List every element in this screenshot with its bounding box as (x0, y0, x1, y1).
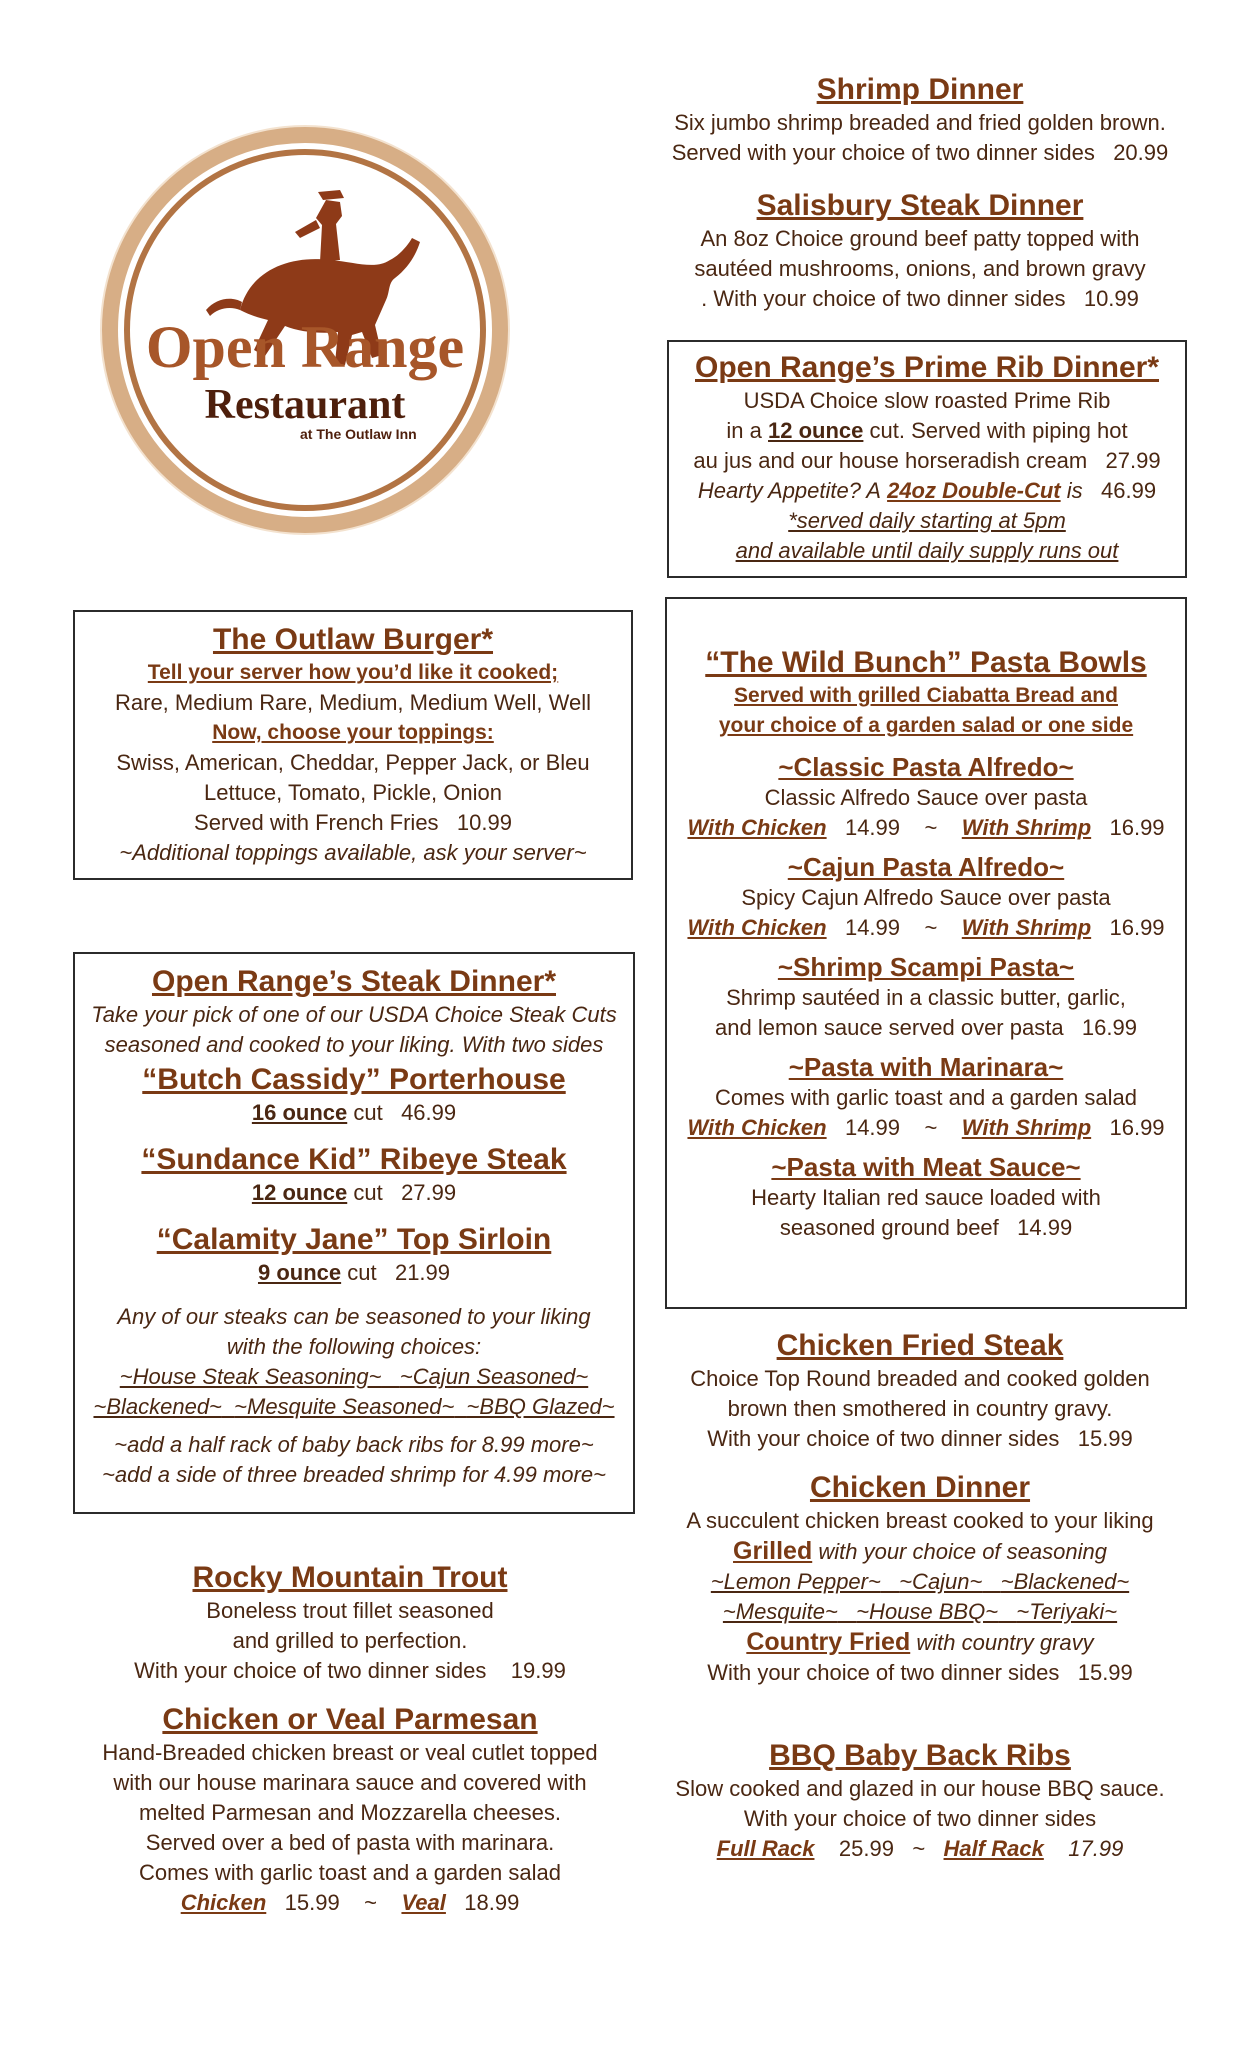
seasoning-option: ~Blackened~ (1000, 1569, 1130, 1594)
item-price: 17.99 (1068, 1836, 1124, 1861)
seasoning-option: ~Lemon Pepper~ (710, 1569, 881, 1594)
option-label: Grilled (733, 1537, 813, 1565)
item-desc-line: brown then smothered in country gravy. (727, 1396, 1113, 1421)
menu-item-parmesan (40, 1702, 660, 1918)
item-price: 16.99 (1109, 815, 1165, 840)
steak-cut-row (75, 1178, 633, 1208)
desc-text: With your choice of two dinner sides (707, 1660, 1060, 1685)
seasoning-option: ~House Steak Seasoning~ (119, 1364, 382, 1389)
steak-cut-name: “Butch Cassidy” Porterhouse (142, 1063, 566, 1096)
menu-item-chicken-dinner (640, 1470, 1200, 1688)
item-price: 15.99 (1077, 1426, 1133, 1451)
item-desc-line: USDA Choice slow roasted Prime Rib (743, 388, 1111, 413)
option-label: Half Rack (943, 1836, 1044, 1861)
item-price: 46.99 (401, 1100, 457, 1125)
section-subheading: your choice of a garden salad or one side (718, 714, 1134, 737)
item-title: BBQ Baby Back Ribs (769, 1739, 1071, 1772)
item-note: *served daily starting at 5pm (788, 508, 1066, 533)
menu-box-outlaw-burger (73, 610, 633, 880)
pasta-price-row (667, 813, 1185, 843)
steak-cut-row (75, 1258, 633, 1288)
logo-line-open-range: Open Range (145, 314, 465, 380)
desc-text: With your choice of two dinner sides (134, 1658, 487, 1683)
cut-size: 12 ounce (251, 1180, 348, 1205)
separator: ~ (924, 1115, 938, 1140)
option-label: With Chicken (687, 1115, 827, 1140)
item-price: 16.99 (1081, 1015, 1137, 1040)
item-desc-line: melted Parmesan and Mozzarella cheeses. (139, 1800, 561, 1825)
seasoning-row (75, 1362, 633, 1392)
item-title: Shrimp Dinner (816, 73, 1024, 106)
seasoning-option: ~Cajun Seasoned~ (399, 1364, 589, 1389)
item-price: 18.99 (464, 1890, 520, 1915)
separator: ~ (364, 1890, 377, 1915)
cut-size: 12 ounce (768, 418, 864, 443)
option-label: With Chicken (687, 815, 827, 840)
add-on-note: ~add a half rack of baby back ribs for 8.99 more~ (114, 1432, 594, 1457)
item-price: 20.99 (1113, 140, 1169, 165)
item-desc-line (640, 1658, 1200, 1688)
logo-line-restaurant: Restaurant (204, 382, 406, 428)
ribs-price-row (640, 1834, 1200, 1864)
item-title: Salisbury Steak Dinner (756, 189, 1084, 222)
item-desc-line (640, 138, 1200, 168)
item-price: 14.99 (844, 915, 901, 940)
desc-text: with country gravy (916, 1630, 1094, 1655)
seasoning-option: ~House BBQ~ (856, 1599, 999, 1624)
option-label: With Shrimp (961, 815, 1092, 840)
item-subheading: Now, choose your toppings: (212, 721, 494, 744)
seasoning-intro: Any of our steaks can be seasoned to your liking (117, 1304, 591, 1329)
desc-text: and lemon sauce served over pasta (715, 1015, 1064, 1040)
item-price: 21.99 (394, 1260, 451, 1285)
item-price: 14.99 (844, 815, 901, 840)
item-title: Rocky Mountain Trout (192, 1561, 508, 1594)
item-desc-line (40, 1656, 660, 1686)
pasta-desc: Shrimp sautéed in a classic butter, garlic, (726, 985, 1126, 1010)
item-subheading: Tell your server how you’d like it cooked; (147, 661, 559, 684)
item-price: 16.99 (1109, 915, 1165, 940)
cut-size: 16 ounce (251, 1100, 348, 1125)
steak-cut-name: “Calamity Jane” Top Sirloin (156, 1223, 552, 1256)
item-desc-line (669, 416, 1185, 446)
cut-word: cut (353, 1180, 383, 1205)
item-price: 46.99 (1101, 478, 1157, 503)
pasta-title: ~Pasta with Marinara~ (788, 1052, 1064, 1082)
item-desc-line: sautéed mushrooms, onions, and brown gravy (694, 256, 1146, 281)
item-desc-line (669, 446, 1185, 476)
add-on-note: ~add a side of three breaded shrimp for 4.99 more~ (102, 1462, 606, 1487)
item-price: 10.99 (1083, 286, 1139, 311)
steak-cut-name: “Sundance Kid” Ribeye Steak (141, 1143, 567, 1176)
pasta-desc (667, 1213, 1185, 1243)
desc-text: au jus and our house horseradish cream (693, 448, 1088, 473)
item-price: 15.99 (1077, 1660, 1133, 1685)
item-desc-line: An 8oz Choice ground beef patty topped with (700, 226, 1140, 251)
seasoning-option: ~Teriyaki~ (1016, 1599, 1118, 1624)
item-desc-line (640, 1424, 1200, 1454)
item-price: 27.99 (1105, 448, 1161, 473)
parm-price-row (40, 1888, 660, 1918)
menu-box-prime-rib (667, 340, 1187, 578)
seasoning-row (75, 1392, 633, 1422)
option-label: Full Rack (716, 1836, 815, 1861)
desc-text: seasoned ground beef (779, 1215, 999, 1240)
item-price: 16.99 (1109, 1115, 1165, 1140)
item-desc-line (640, 284, 1200, 314)
item-title: Open Range’s Steak Dinner* (151, 965, 556, 998)
steak-cut-row (75, 1098, 633, 1128)
menu-item-chicken-fried-steak (640, 1328, 1200, 1454)
desc-text: . With your choice of two dinner sides (701, 286, 1066, 311)
seasoning-option: ~Mesquite Seasoned~ (234, 1394, 455, 1419)
menu-box-pasta-bowls (665, 597, 1187, 1309)
item-title: Open Range’s Prime Rib Dinner* (695, 351, 1159, 384)
item-desc-line: Choice Top Round breaded and cooked golden (690, 1366, 1150, 1391)
item-title: Chicken Dinner (809, 1471, 1031, 1504)
desc-text: Served with your choice of two dinner sides (671, 140, 1095, 165)
option-label: Veal (401, 1890, 446, 1915)
seasoning-intro: with the following choices: (226, 1334, 482, 1359)
menu-item-trout (40, 1560, 660, 1686)
option-label: With Chicken (687, 915, 827, 940)
section-title: “The Wild Bunch” Pasta Bowls (705, 646, 1147, 679)
desc-text: Hearty Appetite? A (697, 478, 881, 503)
item-desc-line: Boneless trout fillet seasoned (206, 1598, 494, 1623)
pasta-desc (667, 1013, 1185, 1043)
desc-text: is (1066, 478, 1083, 503)
seasoning-option: ~Mesquite~ (722, 1599, 838, 1624)
section-subheading: Served with grilled Ciabatta Bread and (734, 684, 1118, 707)
seasoning-option: ~BBQ Glazed~ (466, 1394, 615, 1419)
pasta-price-row (667, 1113, 1185, 1143)
item-desc-line (669, 476, 1185, 506)
item-desc-line: Six jumbo shrimp breaded and fried golden brown. (674, 110, 1166, 135)
separator: ~ (924, 815, 938, 840)
item-desc-line: Rare, Medium Rare, Medium, Medium Well, Well (115, 690, 591, 715)
item-desc-line: Served over a bed of pasta with marinara. (145, 1830, 555, 1855)
item-title: Chicken or Veal Parmesan (162, 1703, 538, 1736)
item-price: 14.99 (1017, 1215, 1073, 1240)
pasta-desc: Classic Alfredo Sauce over pasta (764, 785, 1088, 810)
desc-text: With your choice of two dinner sides (707, 1426, 1060, 1451)
seasoning-row (640, 1567, 1200, 1597)
pasta-title: ~Classic Pasta Alfredo~ (778, 752, 1074, 782)
desc-text: with your choice of seasoning (818, 1539, 1107, 1564)
item-desc-line: A succulent chicken breast cooked to your liking (686, 1508, 1154, 1533)
item-price: 15.99 (284, 1890, 340, 1915)
item-note: ~Additional toppings available, ask your server~ (119, 840, 587, 865)
menu-item-bbq-ribs (640, 1738, 1200, 1864)
seasoning-row (640, 1597, 1200, 1627)
pasta-desc: Comes with garlic toast and a garden salad (715, 1085, 1137, 1110)
item-desc-line (75, 808, 631, 838)
item-desc-line: and grilled to perfection. (232, 1628, 468, 1653)
desc-text: in a (726, 418, 762, 443)
pasta-title: ~Cajun Pasta Alfredo~ (787, 852, 1065, 882)
item-desc-line: seasoned and cooked to your liking. With two sides (104, 1032, 604, 1057)
separator: ~ (924, 915, 938, 940)
cut-word: cut (347, 1260, 377, 1285)
seasoning-option: ~Blackened~ (93, 1394, 222, 1419)
item-desc-line: with our house marinara sauce and covered with (113, 1770, 587, 1795)
item-price: 14.99 (844, 1115, 901, 1140)
menu-item-salisbury-steak (640, 188, 1200, 314)
pasta-desc: Hearty Italian red sauce loaded with (751, 1185, 1101, 1210)
desc-text: cut. Served with piping hot (869, 418, 1128, 443)
separator: ~ (912, 1836, 926, 1861)
cut-word: cut (353, 1100, 383, 1125)
double-cut: 24oz Double-Cut (887, 478, 1061, 503)
item-desc-line (640, 1627, 1200, 1658)
menu-item-shrimp-dinner (640, 72, 1200, 168)
menu-box-steak-dinner (73, 952, 635, 1514)
pasta-price-row (667, 913, 1185, 943)
item-desc-line: Swiss, American, Cheddar, Pepper Jack, or Bleu (116, 750, 590, 775)
pasta-desc: Spicy Cajun Alfredo Sauce over pasta (741, 885, 1111, 910)
item-desc-line: Hand-Breaded chicken breast or veal cutlet topped (102, 1740, 598, 1765)
item-price: 19.99 (510, 1658, 566, 1683)
item-price: 25.99 (838, 1836, 894, 1861)
cut-size: 9 ounce (257, 1260, 342, 1285)
logo-line-outlaw-inn: at The Outlaw Inn (300, 426, 417, 442)
item-title: The Outlaw Burger* (212, 623, 494, 656)
item-desc-line: Comes with garlic toast and a garden salad (139, 1860, 561, 1885)
item-desc-line: Slow cooked and glazed in our house BBQ sauce. (675, 1776, 1165, 1801)
option-label: Chicken (180, 1890, 267, 1915)
item-title: Chicken Fried Steak (776, 1329, 1064, 1362)
item-desc-line: Take your pick of one of our USDA Choice Steak Cuts (91, 1002, 617, 1027)
option-label: With Shrimp (961, 915, 1092, 940)
pasta-title: ~Pasta with Meat Sauce~ (771, 1152, 1081, 1182)
item-desc-line (640, 1536, 1200, 1567)
restaurant-logo (90, 120, 520, 540)
pasta-title: ~Shrimp Scampi Pasta~ (777, 952, 1075, 982)
item-desc-line: Lettuce, Tomato, Pickle, Onion (204, 780, 502, 805)
item-price: 10.99 (456, 810, 512, 835)
option-label: Country Fried (746, 1628, 911, 1656)
item-desc-line: With your choice of two dinner sides (743, 1806, 1097, 1831)
item-price: 27.99 (401, 1180, 457, 1205)
seasoning-option: ~Cajun~ (899, 1569, 983, 1594)
item-note: and available until daily supply runs out (735, 538, 1119, 563)
desc-text: Served with French Fries (194, 810, 439, 835)
option-label: With Shrimp (961, 1115, 1092, 1140)
